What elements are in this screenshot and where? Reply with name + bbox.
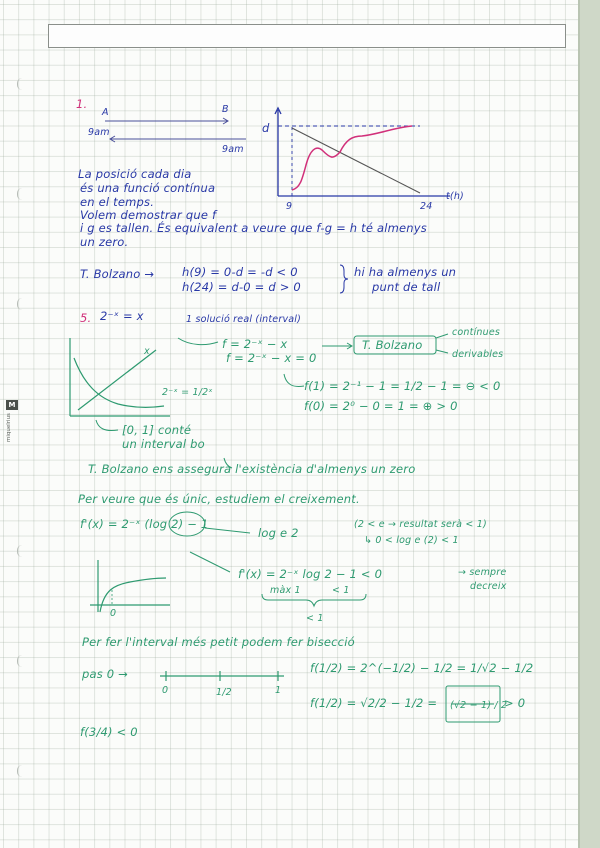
f-half-boxed: (√2 − 1) / 2 (450, 700, 508, 711)
problem5-graph (70, 338, 170, 416)
continuous-note: contínues (452, 327, 501, 338)
bolzano-statement: T. Bolzano ens assegura l'existència d'almenys un zero (88, 462, 416, 476)
derivative-negative: f'(x) = 2⁻ˣ log 2 − 1 < 0 (238, 567, 383, 581)
derivable-note: derivables (452, 349, 504, 360)
text-line: La posició cada dia (78, 167, 192, 181)
ab-arrows (105, 118, 246, 142)
f-half-positive: > 0 (504, 696, 526, 710)
bisection-statement: Per fer l'interval més petit podem fer bisecció (82, 635, 355, 649)
interval-zero: 0 (162, 685, 169, 696)
brand-logo: M (6, 400, 18, 410)
point-b-label: B (222, 104, 229, 115)
comparison-note: (2 < e → resultat serà < 1) (354, 519, 487, 530)
problem1-graph (275, 108, 450, 196)
time-label-end: 9am (222, 144, 244, 155)
decreasing-note: → sempre (458, 567, 507, 578)
text-line: en el temps. (80, 195, 155, 209)
graph-zero-label: 0 (110, 608, 117, 619)
problem-number-1: 1. (76, 97, 88, 111)
interval-note: un interval bo (122, 437, 205, 451)
equation-main: 2⁻ˣ = x (100, 309, 144, 323)
text-line: Volem demostrar que f (80, 208, 217, 222)
bolzano-label: T. Bolzano → (80, 267, 155, 281)
brand-text: miquelrius (6, 413, 12, 442)
f-definition-zero: f = 2⁻ˣ − x = 0 (226, 351, 317, 365)
graph-function-label: 2⁻ˣ = 1/2ˣ (162, 387, 213, 398)
comparison-note: ↳ 0 < log e (2) < 1 (364, 535, 459, 546)
f-half-evaluation: f(1/2) = 2^(−1/2) − 1/2 = 1/√2 − 1/2 (310, 661, 534, 675)
text-line: i g es tallen. És equivalent a veure que f-g = h té almenys (80, 221, 427, 235)
derivative-line: f'(x) = 2⁻ˣ (log 2) − 1 (80, 517, 209, 531)
time-label-start: 9am (88, 127, 110, 138)
log-graph (90, 560, 170, 612)
equation-h24: h(24) = d-0 = d > 0 (182, 280, 301, 294)
graph-x24-label: 24 (420, 201, 433, 212)
step-zero-label: pas 0 → (82, 667, 129, 681)
f1-evaluation: f(1) = 2⁻¹ − 1 = 1/2 − 1 = ⊖ < 0 (304, 379, 501, 393)
graph-t-label: t(h) (446, 191, 464, 202)
lt1-note: < 1 (332, 585, 350, 596)
interval-one: 1 (275, 685, 282, 696)
f-three-quarters: f(3/4) < 0 (80, 725, 138, 739)
text-line: és una funció contínua (80, 181, 216, 195)
conclusion-line: punt de tall (372, 280, 441, 294)
log-note: log e 2 (258, 526, 299, 540)
bolzano-box-label: T. Bolzano (362, 338, 423, 352)
solution-note: 1 solució real (interval) (186, 314, 302, 325)
equation-h9: h(9) = 0-d = -d < 0 (182, 265, 298, 279)
interval-half: 1/2 (216, 687, 232, 698)
max-note: màx 1 (270, 585, 301, 596)
decreasing-note: decreix (470, 581, 507, 592)
f0-evaluation: f(0) = 2⁰ − 0 = 1 = ⊕ > 0 (304, 399, 458, 413)
lt1-note-under: < 1 (306, 613, 324, 624)
problem-number-5: 5. (80, 311, 92, 325)
interval-note: [0, 1] conté (122, 423, 192, 437)
graph-x-label: x (144, 346, 150, 357)
f-definition: f = 2⁻ˣ − x (222, 337, 288, 351)
graph-d-label: d (262, 121, 270, 135)
text-line: un zero. (80, 235, 129, 249)
point-a-label: A (102, 107, 109, 118)
f-half-simplified: f(1/2) = √2/2 − 1/2 = (310, 696, 438, 710)
uniqueness-statement: Per veure que és únic, estudiem el creixement. (78, 492, 360, 506)
graph-x9-label: 9 (286, 201, 293, 212)
conclusion-line: hi ha almenys un (354, 265, 457, 279)
